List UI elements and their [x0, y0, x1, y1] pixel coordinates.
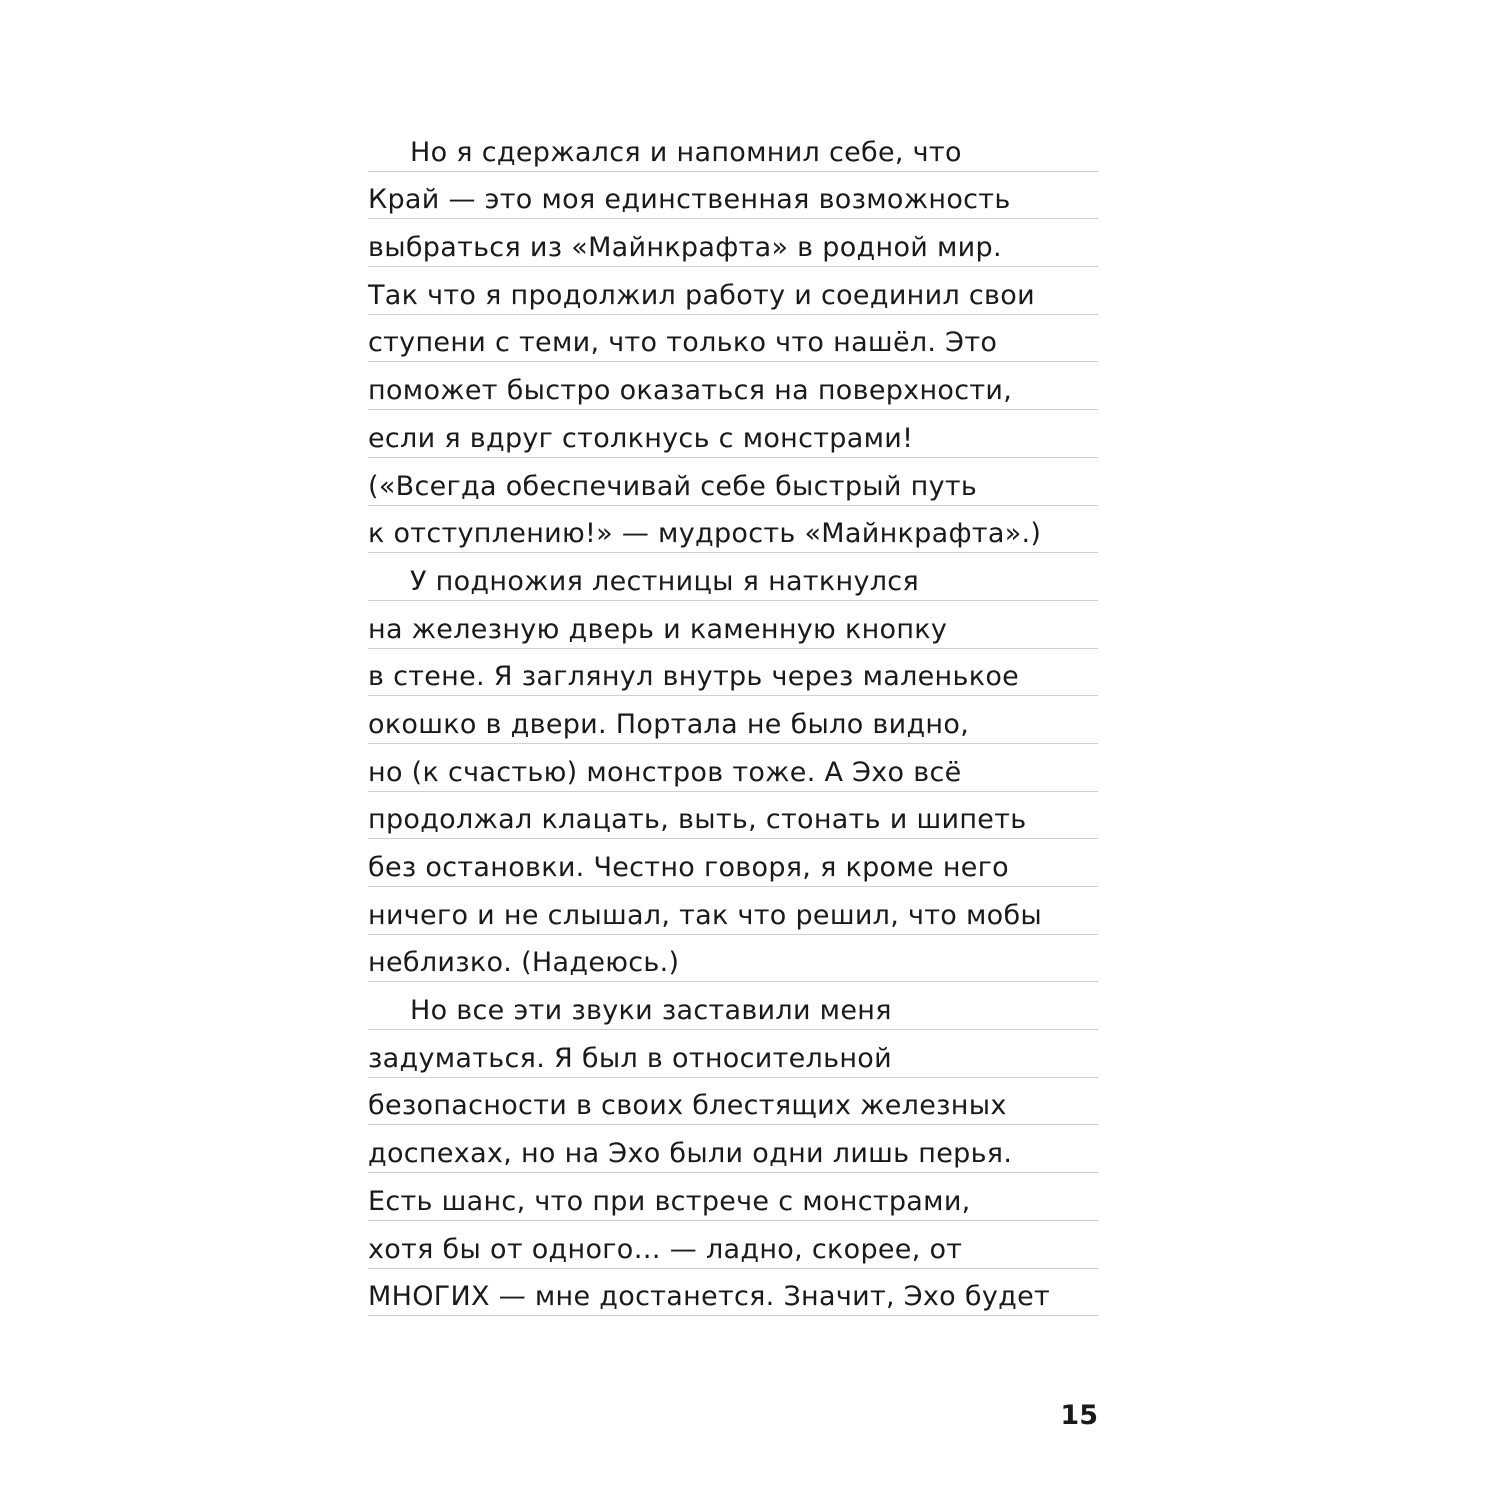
text-line	[368, 124, 1098, 172]
line-text: Так что я продолжил работу и соединил свои	[368, 279, 1035, 311]
line-text: окошко в двери. Портала не было видно,	[368, 708, 970, 740]
line-text: МНОГИХ — мне достанется. Значит, Эхо будет	[368, 1281, 1051, 1313]
line-text: без остановки. Честно говоря, я кроме него	[368, 852, 1009, 883]
line-text: в стене. Я заглянул внутрь через маленькое	[368, 661, 1020, 693]
text-line	[368, 839, 1098, 887]
line-text: Есть шанс, что при встрече с монстрами,	[368, 1185, 971, 1217]
line-text: доспехах, но на Эхо были одни лишь перья.	[368, 1138, 1013, 1170]
text-line	[368, 172, 1098, 220]
line-text: если я вдруг столкнусь с монстрами!	[368, 422, 914, 454]
text-line	[368, 1269, 1098, 1317]
line-text: выбраться из «Майнкрафта» в родной мир.	[368, 232, 1002, 264]
line-text: Край — это моя единственная возможность	[368, 184, 1011, 216]
line-text: Но я сдержался и напомнил себе, что	[410, 136, 962, 168]
text-line	[368, 315, 1098, 363]
text-line	[368, 1030, 1098, 1078]
text-line	[368, 744, 1098, 792]
text-line	[368, 792, 1098, 840]
text-line	[368, 1125, 1098, 1173]
line-text: неблизко. (Надеюсь.)	[368, 947, 680, 979]
text-line	[368, 935, 1098, 983]
line-text: Но все эти звуки заставили меня	[410, 995, 892, 1027]
line-text: хотя бы от одного… — ладно, скорее, от	[368, 1233, 963, 1265]
ruled-text-block	[368, 124, 1098, 1316]
page-number: 15	[1060, 1400, 1098, 1431]
line-text: задуматься. Я был в относительной	[368, 1042, 892, 1074]
text-line	[368, 696, 1098, 744]
text-line	[368, 887, 1098, 935]
text-line	[368, 1221, 1098, 1269]
text-line	[368, 362, 1098, 410]
text-line	[368, 267, 1098, 315]
text-line	[368, 982, 1098, 1030]
text-line	[368, 458, 1098, 506]
line-text: на железную дверь и каменную кнопку	[368, 613, 948, 645]
text-line	[368, 410, 1098, 458]
text-line	[368, 553, 1098, 601]
line-text: ничего и не слышал, так что решил, что мобы	[368, 899, 1043, 931]
line-text: к отступлению!» — мудрость «Майнкрафта».)	[368, 518, 1042, 550]
line-text: У подножия лестницы я наткнулся	[410, 565, 919, 597]
text-line	[368, 506, 1098, 554]
text-line	[368, 219, 1098, 267]
line-text: («Всегда обеспечивай себе быстрый путь	[368, 470, 978, 502]
line-text: безопасности в своих блестящих железных	[368, 1090, 1007, 1122]
line-text: но (к счастью) монстров тоже. А Эхо всё	[368, 756, 962, 788]
text-line	[368, 1078, 1098, 1126]
line-text: поможет быстро оказаться на поверхности,	[368, 375, 1013, 407]
text-line	[368, 1173, 1098, 1221]
line-text: продолжал клацать, выть, стонать и шипеть	[368, 804, 1027, 836]
text-line	[368, 649, 1098, 697]
text-line	[368, 601, 1098, 649]
line-text: ступени с теми, что только что нашёл. Это	[368, 327, 998, 359]
